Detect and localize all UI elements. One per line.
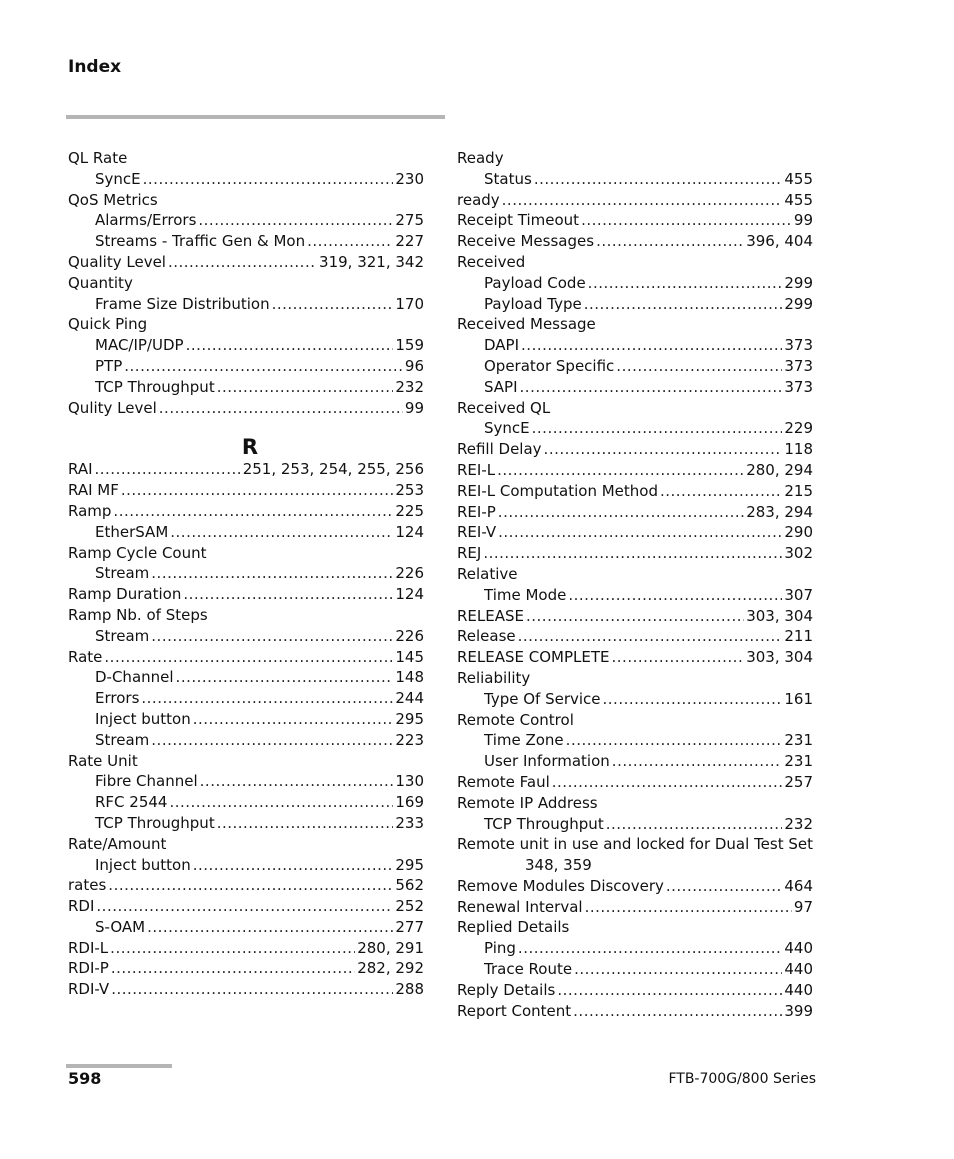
index-term: REJ (457, 544, 482, 563)
dot-leader (518, 938, 782, 959)
index-entry-continuation: 348, 359 (525, 856, 592, 875)
index-term: Operator Specific (484, 356, 615, 375)
dot-leader (612, 647, 745, 668)
index-entry (457, 522, 813, 543)
index-entry (457, 1001, 813, 1022)
index-subentry (457, 730, 813, 751)
dot-leader (596, 231, 744, 252)
index-term: Rate/Amount (68, 834, 167, 853)
dot-leader (176, 667, 394, 688)
index-page-ref: 124 (395, 585, 424, 604)
dot-leader (534, 169, 783, 190)
index-term: Reply Details (457, 980, 556, 999)
index-subentry (457, 169, 813, 190)
index-page-ref: 307 (784, 585, 813, 604)
index-term: Remote Faul (457, 772, 550, 791)
index-subentry (68, 231, 424, 252)
dot-leader (151, 730, 393, 751)
index-entry (68, 834, 424, 855)
dot-leader (147, 917, 393, 938)
dot-leader (111, 979, 393, 1000)
index-entry (457, 481, 813, 502)
index-term: PTP (95, 356, 123, 375)
index-entry (457, 543, 813, 564)
index-term: Fibre Channel (95, 772, 198, 791)
index-page-ref: 440 (784, 939, 813, 958)
index-subentry (457, 418, 813, 439)
index-entry (68, 979, 424, 1000)
dot-leader (573, 1001, 782, 1022)
index-term: Qulity Level (68, 398, 157, 417)
index-entry (68, 543, 424, 564)
index-term: TCP Throughput (484, 814, 604, 833)
dot-leader (95, 459, 241, 480)
dot-leader (498, 502, 744, 523)
index-term: MAC/IP/UDP (95, 336, 184, 355)
index-entry (457, 564, 813, 585)
index-entry (68, 459, 424, 480)
index-page-ref: 299 (784, 273, 813, 292)
index-entry (457, 231, 813, 252)
index-term: SyncE (484, 419, 530, 438)
index-term: Time Zone (484, 731, 564, 750)
dot-leader (272, 294, 394, 315)
index-term: Stream (95, 564, 150, 583)
index-entry (68, 896, 424, 917)
dot-leader (168, 252, 317, 273)
index-entry (457, 190, 813, 211)
index-subentry (68, 356, 424, 377)
index-page-ref: 226 (395, 564, 424, 583)
dot-leader (200, 771, 394, 792)
index-subentry (68, 335, 424, 356)
index-entry (457, 252, 813, 273)
index-subentry (68, 917, 424, 938)
index-term: Ready (457, 149, 504, 167)
dot-leader (217, 813, 394, 834)
index-term: Ramp Duration (68, 585, 182, 604)
index-entry (68, 273, 424, 294)
index-term: SAPI (484, 377, 518, 396)
index-term: RDI-V (68, 980, 110, 999)
index-subentry (68, 688, 424, 709)
index-term: Remove Modules Discovery (457, 876, 664, 895)
index-subentry (68, 294, 424, 315)
dot-leader (526, 606, 744, 627)
index-page-ref: 244 (395, 689, 424, 708)
index-term: Alarms/Errors (95, 211, 197, 230)
index-term: TCP Throughput (95, 377, 215, 396)
dot-leader (193, 855, 394, 876)
dot-leader (568, 585, 782, 606)
index-entry (457, 876, 813, 897)
dot-leader (616, 356, 782, 377)
index-page-ref: 232 (395, 377, 424, 396)
index-term: Inject button (95, 709, 191, 728)
index-term: RDI (68, 897, 95, 916)
dot-leader (612, 751, 783, 772)
index-term: QL Rate (68, 149, 128, 167)
product-series: FTB-700G/800 Series (668, 1071, 816, 1087)
dot-leader (532, 418, 783, 439)
dot-leader (502, 190, 783, 211)
index-term: Reliability (457, 668, 531, 687)
index-term: Errors (95, 689, 140, 708)
index-entry (457, 314, 813, 335)
index-entry (457, 210, 813, 231)
index-term: REI-L (457, 460, 496, 479)
index-page-ref: 130 (395, 772, 424, 791)
index-entry (68, 605, 424, 626)
index-term: Quality Level (68, 252, 166, 271)
index-term: Streams - Traffic Gen & Mon (95, 232, 306, 251)
index-subentry (457, 294, 813, 315)
index-term: Ramp Cycle Count (68, 543, 207, 562)
index-page-ref: 319, 321, 342 (319, 252, 424, 271)
index-page-ref: 464 (784, 876, 813, 895)
index-entry (457, 606, 813, 627)
dot-leader (183, 584, 393, 605)
index-subentry (68, 667, 424, 688)
index-term: RELEASE COMPLETE (457, 648, 610, 667)
index-entry (457, 793, 813, 814)
index-term: Received QL (457, 398, 551, 417)
index-subentry (457, 938, 813, 959)
dot-leader (521, 335, 782, 356)
index-page-ref: 373 (784, 377, 813, 396)
dot-leader (307, 231, 393, 252)
index-subentry (457, 377, 813, 398)
index-term: S-OAM (95, 917, 146, 936)
index-page-ref: 455 (784, 190, 813, 209)
index-page-ref: 229 (784, 419, 813, 438)
index-list-r-right (457, 148, 813, 1021)
index-term: D-Channel (95, 668, 174, 687)
dot-leader (552, 772, 783, 793)
index-subentry (68, 169, 424, 190)
index-page-ref: 282, 292 (357, 959, 424, 978)
index-term: Received Message (457, 315, 596, 334)
index-term: REI-P (457, 502, 496, 521)
dot-leader (110, 938, 355, 959)
index-entry (457, 917, 813, 938)
index-page-ref: 562 (395, 876, 424, 895)
dot-leader (169, 792, 393, 813)
dot-leader (151, 563, 393, 584)
index-entry (457, 710, 813, 731)
index-entry (457, 626, 813, 647)
index-page-ref: 399 (784, 1001, 813, 1020)
dot-leader (660, 481, 782, 502)
index-subentry (68, 377, 424, 398)
index-page-ref: 455 (784, 169, 813, 188)
index-subentry (457, 751, 813, 772)
index-entry (68, 938, 424, 959)
index-page-ref: 227 (395, 232, 424, 251)
index-term: Stream (95, 730, 150, 749)
index-page-ref: 99 (404, 398, 424, 417)
index-term: Refill Delay (457, 440, 542, 459)
index-term: TCP Throughput (95, 813, 215, 832)
index-entry (457, 439, 813, 460)
footer-rule (66, 1064, 172, 1068)
dot-leader (518, 626, 783, 647)
index-page-ref: 99 (793, 211, 813, 230)
dot-leader (581, 210, 792, 231)
index-term: SyncE (95, 169, 141, 188)
dot-leader (143, 169, 394, 190)
index-term: Quick Ping (68, 315, 148, 334)
index-subentry (457, 356, 813, 377)
index-page-ref: 253 (395, 481, 424, 500)
index-page-ref: 231 (784, 731, 813, 750)
index-page-ref: 226 (395, 626, 424, 645)
index-page-ref: 288 (395, 980, 424, 999)
index-list-r-left (68, 459, 424, 1000)
index-term: Receipt Timeout (457, 211, 580, 230)
index-page-ref: 169 (395, 793, 424, 812)
index-entry (68, 480, 424, 501)
index-page-ref: 225 (395, 501, 424, 520)
index-page-ref: 215 (784, 481, 813, 500)
index-entry (68, 751, 424, 772)
index-term: DAPI (484, 336, 520, 355)
index-subentry (68, 709, 424, 730)
dot-leader (170, 522, 393, 543)
index-subentry (457, 959, 813, 980)
index-subentry (68, 855, 424, 876)
index-term: Ramp Nb. of Steps (68, 605, 208, 624)
dot-leader (483, 543, 782, 564)
index-subentry (68, 813, 424, 834)
index-term: Time Mode (484, 585, 567, 604)
index-page-ref: 231 (784, 752, 813, 771)
index-term: User Information (484, 752, 610, 771)
page-header-title: Index (68, 57, 122, 77)
index-subentry (68, 771, 424, 792)
index-page-ref: 251, 253, 254, 255, 256 (242, 460, 424, 479)
index-term: Frame Size Distribution (95, 294, 270, 313)
index-page-ref: 252 (395, 897, 424, 916)
dot-leader (574, 959, 782, 980)
index-page-ref: 303, 304 (746, 606, 813, 625)
dot-leader (566, 730, 783, 751)
index-term: Status (484, 169, 532, 188)
index-page-ref: 303, 304 (746, 648, 813, 667)
index-page-ref: 295 (395, 855, 424, 874)
dot-leader (108, 875, 393, 896)
index-page-ref: 302 (784, 544, 813, 563)
index-term: REI-V (457, 523, 497, 542)
index-page-ref: 299 (784, 294, 813, 313)
dot-leader (193, 709, 394, 730)
index-term: QoS Metrics (68, 190, 158, 209)
dot-leader (588, 273, 783, 294)
index-term: Remote IP Address (457, 793, 598, 812)
dot-leader (498, 522, 782, 543)
index-page-ref: 145 (395, 647, 424, 666)
index-term: Type Of Service (484, 689, 601, 708)
index-entry (68, 314, 424, 335)
index-entry (457, 834, 813, 855)
index-subentry (457, 273, 813, 294)
index-term: Rate (68, 647, 103, 666)
index-page-ref: 211 (784, 627, 813, 646)
dot-leader (96, 896, 393, 917)
index-page-ref: 396, 404 (746, 232, 813, 251)
index-entry (68, 875, 424, 896)
dot-leader (497, 460, 744, 481)
index-page-ref: 373 (784, 336, 813, 355)
index-term: Ping (484, 939, 516, 958)
index-term: Release (457, 627, 516, 646)
dot-leader (585, 897, 792, 918)
dot-leader (584, 294, 783, 315)
index-term: RFC 2544 (95, 793, 168, 812)
index-term: Report Content (457, 1001, 572, 1020)
index-term: Payload Code (484, 273, 586, 292)
index-subentry (457, 335, 813, 356)
index-term: Replied Details (457, 918, 570, 937)
dot-leader (603, 689, 783, 710)
index-term: Renewal Interval (457, 897, 583, 916)
index-term: REI-L Computation Method (457, 481, 658, 500)
dot-leader (666, 876, 782, 897)
index-page-ref: 233 (395, 813, 424, 832)
dot-leader (557, 980, 782, 1001)
index-page-ref: 97 (793, 897, 813, 916)
index-page-ref: 148 (395, 668, 424, 687)
index-page-ref: 118 (784, 440, 813, 459)
index-page-ref: 159 (395, 336, 424, 355)
index-subentry (68, 792, 424, 813)
index-page-ref: 230 (395, 169, 424, 188)
index-term: EtherSAM (95, 522, 169, 541)
dot-leader (217, 377, 394, 398)
dot-leader (111, 958, 355, 979)
dot-leader (198, 210, 393, 231)
index-term: Quantity (68, 273, 133, 292)
index-entry (457, 148, 813, 169)
index-term: RELEASE (457, 606, 524, 625)
index-entry (68, 584, 424, 605)
index-term: Remote Control (457, 710, 574, 729)
dot-leader (141, 688, 393, 709)
index-page-ref: 295 (395, 709, 424, 728)
index-page-ref: 290 (784, 523, 813, 542)
index-list-q (68, 148, 424, 418)
index-page-ref: 280, 294 (746, 460, 813, 479)
index-entry (457, 502, 813, 523)
page-number: 598 (68, 1069, 102, 1088)
index-term: Inject button (95, 855, 191, 874)
index-page-ref: 124 (395, 522, 424, 541)
dot-leader (151, 626, 393, 647)
dot-leader (124, 356, 403, 377)
index-term: Ramp (68, 501, 112, 520)
index-entry (68, 958, 424, 979)
index-entry (68, 148, 424, 169)
index-entry (457, 980, 813, 1001)
index-entry (68, 398, 424, 419)
index-page-ref: 277 (395, 917, 424, 936)
index-page-ref: 223 (395, 730, 424, 749)
header-rule (66, 115, 445, 119)
dot-leader (113, 501, 393, 522)
index-page-ref: 440 (784, 980, 813, 999)
index-entry (68, 501, 424, 522)
index-term: Stream (95, 626, 150, 645)
index-column-left (68, 148, 424, 1000)
index-term: RDI-P (68, 959, 109, 978)
index-page-ref: 283, 294 (746, 502, 813, 521)
index-page-ref: 161 (784, 689, 813, 708)
index-page-ref: 257 (784, 772, 813, 791)
index-term: RAI (68, 460, 93, 479)
index-page-ref: 96 (404, 356, 424, 375)
dot-leader (606, 814, 783, 835)
index-entry (68, 647, 424, 668)
section-letter-r: R (241, 435, 259, 460)
index-term: RAI MF (68, 481, 119, 500)
index-subentry (68, 522, 424, 543)
index-page-ref: 170 (395, 294, 424, 313)
index-entry (457, 460, 813, 481)
dot-leader (159, 398, 403, 419)
index-page-ref: 440 (784, 960, 813, 979)
index-page-ref: 373 (784, 356, 813, 375)
index-page-ref: 280, 291 (357, 938, 424, 957)
index-term: Received (457, 252, 526, 271)
index-term: Payload Type (484, 294, 582, 313)
index-term: ready (457, 190, 500, 209)
dot-leader (121, 480, 394, 501)
index-page-ref: 232 (784, 814, 813, 833)
index-subentry (457, 689, 813, 710)
dot-leader (104, 647, 393, 668)
index-term: Remote unit in use and locked for Dual Test Set (457, 835, 814, 854)
index-term: RDI-L (68, 938, 109, 957)
index-term: Trace Route (484, 960, 573, 979)
index-column-right (457, 148, 813, 1021)
index-subentry (68, 563, 424, 584)
index-subentry (457, 814, 813, 835)
index-page-ref: 275 (395, 211, 424, 230)
index-entry (457, 897, 813, 918)
index-subentry (68, 210, 424, 231)
index-term: rates (68, 876, 107, 895)
index-entry (457, 668, 813, 689)
index-entry (457, 398, 813, 419)
dot-leader (186, 335, 394, 356)
index-subentry (68, 730, 424, 751)
index-entry (68, 252, 424, 273)
dot-leader (544, 439, 783, 460)
dot-leader (520, 377, 783, 398)
index-term: Rate Unit (68, 751, 138, 770)
index-term: Relative (457, 564, 518, 583)
index-subentry (457, 585, 813, 606)
index-subentry (68, 626, 424, 647)
index-term: Receive Messages (457, 232, 595, 251)
index-entry (68, 190, 424, 211)
index-entry (457, 647, 813, 668)
index-entry (457, 772, 813, 793)
